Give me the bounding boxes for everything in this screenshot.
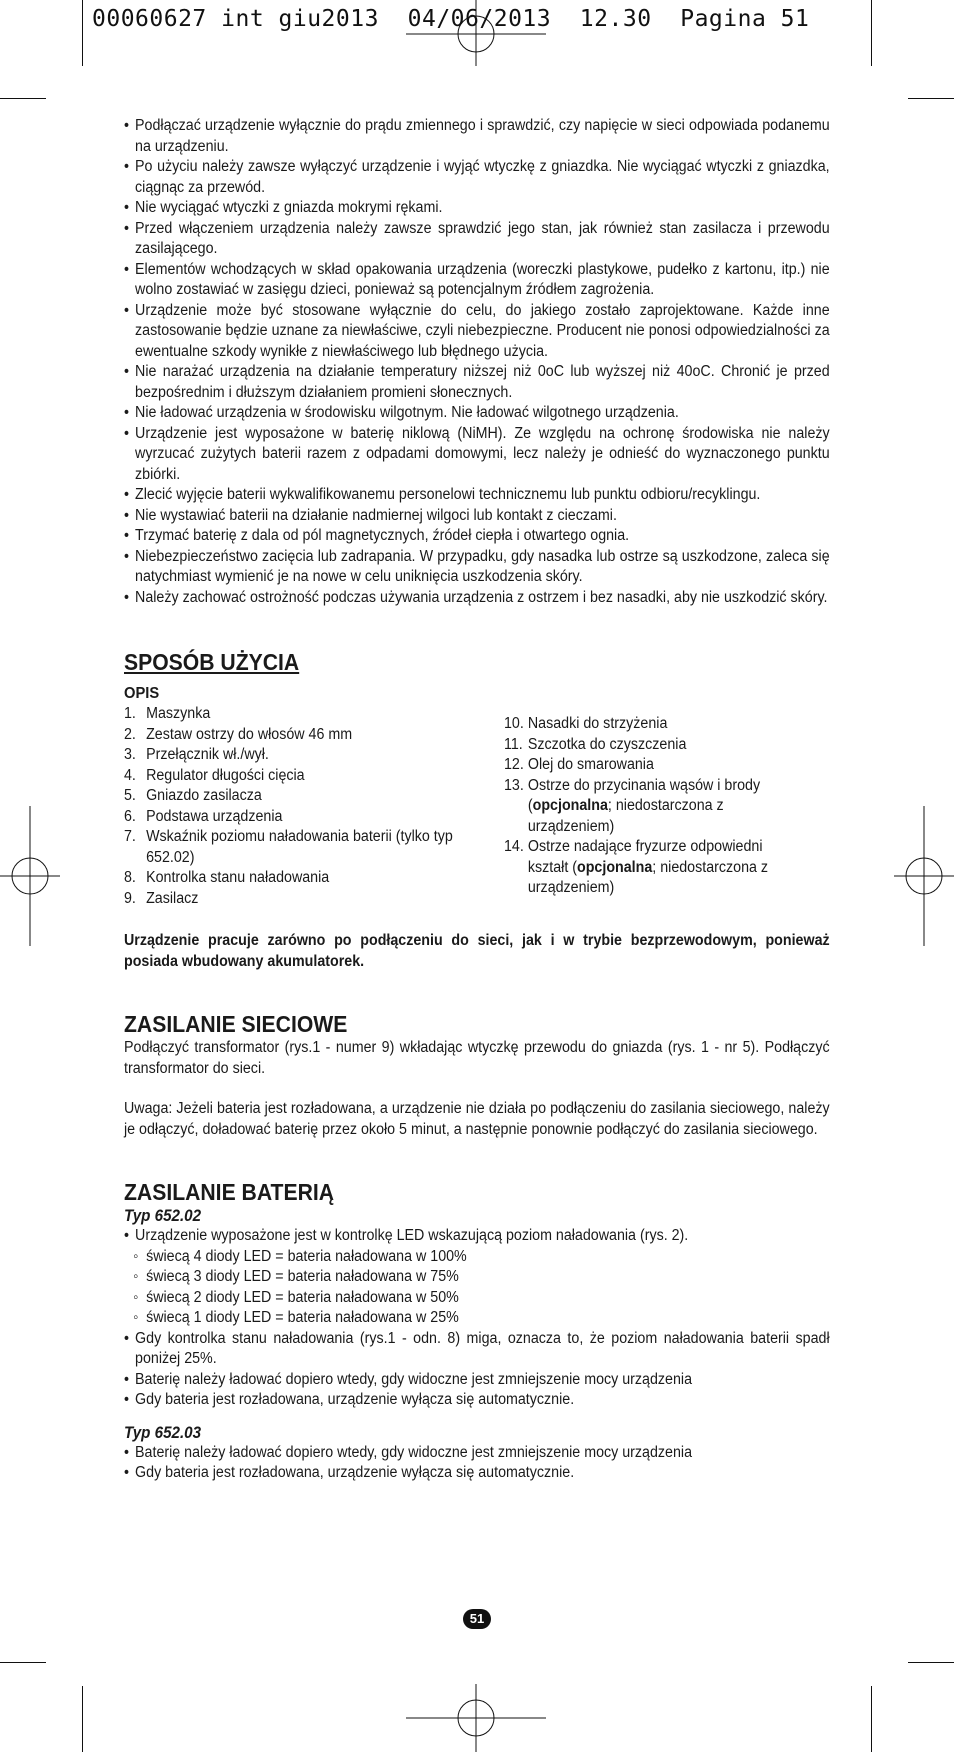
crop-mark [0, 98, 46, 99]
usage-note: Urządzenie pracuje zarówno po podłączeniu do sieci, jak i w trybie bezprzewodowym, ponieważ posiada wbudowany akumulatorek. [124, 932, 830, 970]
list-item: 10. Nasadki do strzyżenia [503, 715, 668, 732]
print-slug-header: 00060627 int giu2013 04/06/2013 12.30 Pagina 51 [92, 6, 810, 32]
list-item: 9. Zasilacz [124, 889, 199, 907]
page-content [124, 116, 830, 1484]
subsection-title-description: OPIS [124, 685, 160, 702]
list-item: 2. Zestaw ostrzy do włosów 46 mm [124, 725, 353, 743]
list-item: • Podłączać urządzenie wyłącznie do prądu zmiennego i sprawdzić, czy napięcie w sieci odpowiada podanemu na urządzeniu. [124, 116, 830, 157]
battery-list-652-02-continued [124, 1329, 830, 1411]
list-item: 11. Szczotka do czyszczenia [503, 735, 687, 753]
parts-list-left [124, 704, 466, 909]
list-item: 3. Przełącznik wł./wył. [124, 746, 269, 763]
list-item: • Elementów wchodzących w skład opakowania urządzenia (woreczki plastykowe, pudełko z kartonu, itp.) nie wolno zostawiać w zasięgu dzieci, ponieważ są potencjalnym źródłem zagrożenia. [124, 260, 830, 301]
list-item: • Po użyciu należy zawsze wyłączyć urządzenie i wyjąć wtyczkę z gniazdka. Nie wyciągać wtyczki z gniazdka, ciągnąc za przewód. [124, 157, 830, 198]
safety-warnings-list [124, 116, 830, 608]
type-label-652-03: Typ 652.03 [124, 1423, 202, 1442]
list-item: 12. Olej do smarowania [503, 756, 654, 773]
page-number-badge: 51 [463, 1609, 491, 1629]
list-item: • Baterię należy ładować dopiero wtedy, gdy widoczne jest zmniejszenie mocy urządzenia [124, 1443, 830, 1464]
list-item: • Gdy bateria jest rozładowana, urządzenie wyłącza się automatycznie. [124, 1390, 830, 1411]
parts-list [124, 704, 830, 909]
list-item: 1. Maszynka [124, 705, 211, 722]
section-title-usage: SPOSÓB UŻYCIA [124, 649, 300, 675]
crop-mark [0, 1662, 46, 1663]
registration-mark-right [894, 806, 954, 946]
mains-paragraph-1: Podłączyć transformator (rys.1 - numer 9) wkładając wtyczkę przewodu do gniazda (rys. 1 - nr 5). Podłączyć transformator do sieci. [124, 1039, 830, 1077]
type-label-652-02: Typ 652.02 [124, 1207, 202, 1225]
list-item: • Gdy kontrolka stanu naładowania (rys.1 - odn. 8) miga, oznacza to, że poziom naładowania baterii spadł poniżej 25%. [124, 1329, 830, 1370]
section-title-mains: ZASILANIE SIECIOWE [124, 1011, 348, 1037]
registration-mark-bottom [406, 1684, 546, 1752]
battery-list-652-02 [124, 1226, 830, 1247]
list-item: • Przed włączeniem urządzenia należy zawsze sprawdzić jego stan, jak również stan zasilacza i przewodu zasilającego. [124, 219, 830, 260]
list-item: • Trzymać baterię z dala od pól magnetycznych, źródeł ciepła i otwartego ognia. [124, 526, 830, 547]
list-item: • Baterię należy ładować dopiero wtedy, gdy widoczne jest zmniejszenie mocy urządzenia [124, 1370, 830, 1391]
list-item: 6. Podstawa urządzenia [124, 807, 283, 825]
list-item: • Nie ładować urządzenia w środowisku wilgotnym. Nie ładować wilgotnego urządzenia. [124, 403, 830, 424]
section-title-battery: ZASILANIE BATERIĄ [124, 1179, 335, 1205]
list-item: 5. Gniazdo zasilacza [124, 787, 262, 804]
parts-list-right [504, 714, 776, 909]
list-item: • Nie wyciągać wtyczki z gniazda mokrymi rękami. [124, 198, 830, 219]
crop-mark [82, 1686, 83, 1752]
list-item: ◦ świecą 2 diody LED = bateria naładowana w 50% [124, 1288, 830, 1309]
list-item: 7. Wskaźnik poziomu naładowania baterii (tylko typ 652.02) [124, 828, 453, 866]
list-item: • Zlecić wyjęcie baterii wykwalifikowanemu personelowi technicznemu lub punktu odbioru/recyklingu. [124, 485, 830, 506]
crop-mark [871, 1686, 872, 1752]
crop-mark [908, 1662, 954, 1663]
list-item: 13. Ostrze do przycinania wąsów i brody (opcjonalna; niedostarczona z urządzeniem) [503, 776, 761, 835]
list-item: • Niebezpieczeństwo zacięcia lub zadrapania. W przypadku, gdy nasadka lub ostrze są uszkodzone, zaleca się natychmiast wymienić je na nowe w celu uniknięcia uszkodzenia skóry. [124, 547, 830, 588]
crop-mark [82, 0, 83, 66]
list-item: ◦ świecą 3 diody LED = bateria naładowana w 75% [124, 1267, 830, 1288]
battery-list-652-03 [124, 1443, 830, 1484]
list-item: ◦ świecą 4 diody LED = bateria naładowana w 100% [124, 1247, 830, 1268]
list-item: 14. Ostrze nadające fryzurze odpowiedni kształt (opcjonalna; niedostarczona z urządzeniem) [503, 838, 769, 896]
led-levels-list [124, 1247, 830, 1329]
list-item: • Nie narażać urządzenia na działanie temperatury niższej niż 0oC lub wyższej niż 40oC. Chronić je przed bezpośrednim i dłuższym działaniem promieni słonecznych. [124, 362, 830, 403]
list-item: • Nie wystawiać baterii na działanie nadmiernej wilgoci lub kontakt z cieczami. [124, 506, 830, 527]
mains-paragraph-2: Uwaga: Jeżeli bateria jest rozładowana, a urządzenie nie działa po podłączeniu do zasilania sieciowego, należy je odłączyć, doładować baterię przez około 5 minut, a następnie ponownie podłączyć do zasilania sieciowego. [124, 1100, 830, 1138]
list-item: 8. Kontrolka stanu naładowania [124, 869, 330, 886]
list-item: • Urządzenie jest wyposażone w baterię niklową (NiMH). Ze względu na ochronę środowiska nie należy wyrzucać zużytych baterii razem z odpadami domowymi, lecz należy je odnieść do wyznaczonego punktu zbiórki. [124, 424, 830, 486]
list-item: • Urządzenie wyposażone jest w kontrolkę LED wskazującą poziom naładowania (rys. 2). [124, 1226, 830, 1247]
list-item: • Gdy bateria jest rozładowana, urządzenie wyłącza się automatycznie. [124, 1463, 830, 1484]
list-item: • Urządzenie może być stosowane wyłącznie do celu, do jakiego zostało zaprojektowane. Każde inne zastosowanie będzie uznane za niewłaściwe, czyli niebezpieczne. Producent nie ponosi odpowiedzialności za ewentualne szkody wynikłe z niewłaściwego lub błędnego użycia. [124, 301, 830, 363]
list-item: 4. Regulator długości cięcia [124, 766, 305, 784]
crop-mark [908, 98, 954, 99]
crop-mark [871, 0, 872, 66]
registration-mark-left [0, 806, 60, 946]
list-item: • Należy zachować ostrożność podczas używania urządzenia z ostrzem i bez nasadki, aby nie uszkodzić skóry. [124, 588, 830, 609]
list-item: ◦ świecą 1 diody LED = bateria naładowana w 25% [124, 1308, 830, 1329]
